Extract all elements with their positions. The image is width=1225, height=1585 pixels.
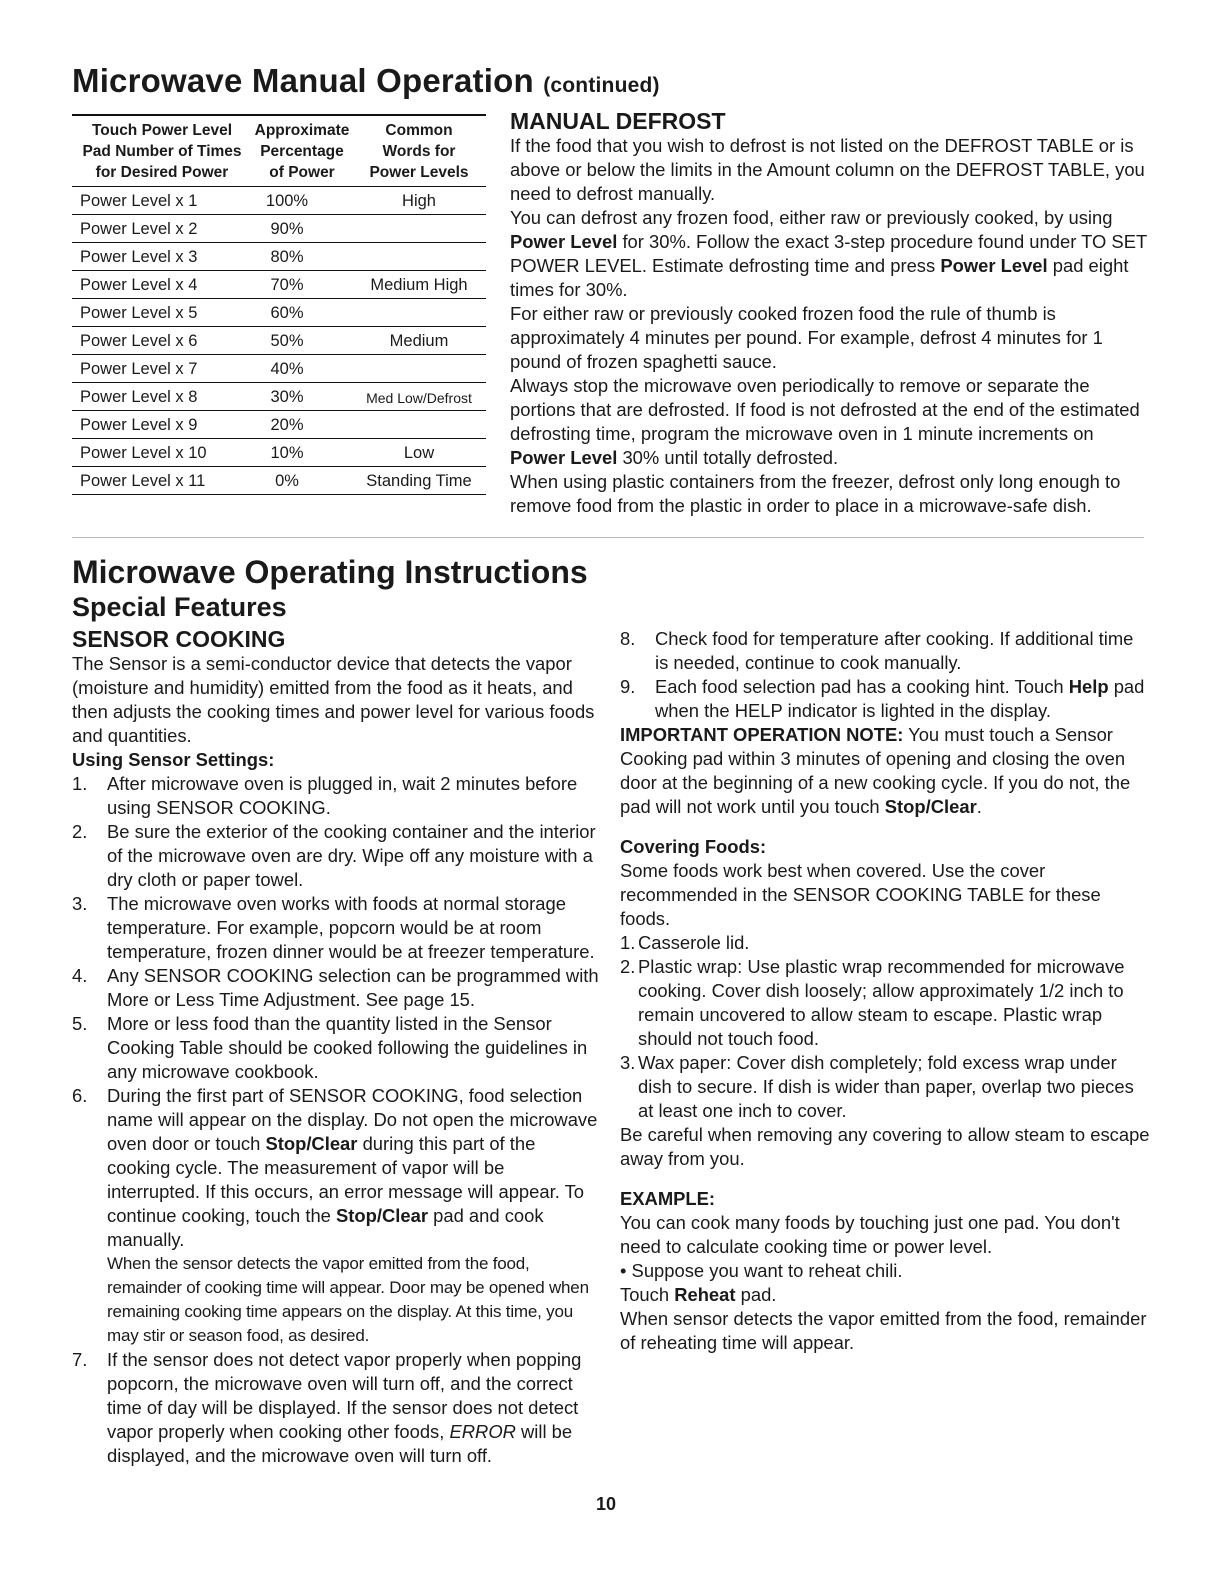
table-cell: Power Level x 9 (72, 411, 252, 439)
list-item: 2. Be sure the exterior of the cooking container and the interior of the microwave oven are dry. Wipe off any moisture with a dry cloth or paper towel. (72, 821, 596, 890)
table-cell: 20% (252, 411, 352, 439)
paragraph: Some foods work best when covered. Use the cover recommended in the SENSOR COOKING TABLE for these foods. (620, 860, 1101, 929)
table-row (72, 439, 486, 467)
table-cell: Standing Time (352, 467, 486, 495)
manual-defrost-heading: MANUAL DEFROST (510, 108, 726, 134)
spacer (620, 819, 1150, 835)
table-header-cell: Touch Power Level Pad Number of Times for Desired Power (72, 115, 252, 187)
list-item: 4. Any SENSOR COOKING selection can be programmed with More or Less Time Adjustment. See page 15. (72, 965, 599, 1010)
step-note: When the sensor detects the vapor emitted from the food, remainder of cooking time will appear. Door may be opened when remaining cooking time appears on the display. At this time, you may stir or season food, as desired. (107, 1254, 589, 1345)
table-cell: Medium High (352, 271, 486, 299)
important-note: IMPORTANT OPERATION NOTE: You must touch a Sensor Cooking pad within 3 minutes of opening and closing the oven door at the beginning of a new cooking cycle. If you do not, the pad will not work until you touch Stop/Clear. (620, 724, 1131, 817)
table-cell: 80% (252, 243, 352, 271)
page-title (72, 62, 660, 100)
section-title: Microwave Operating Instructions (72, 554, 588, 590)
table-cell: Power Level x 7 (72, 355, 252, 383)
table-header-row (72, 115, 486, 187)
table-cell: Power Level x 8 (72, 383, 252, 411)
table-row (72, 299, 486, 327)
sensor-steps-list-continued (620, 627, 1150, 723)
table-cell: 70% (252, 271, 352, 299)
sensor-cooking-left-column (72, 626, 602, 1468)
covering-foods-heading: Covering Foods: (620, 836, 767, 857)
paragraph: Touch Reheat pad. (620, 1284, 777, 1305)
section-divider (72, 537, 1144, 538)
paragraph: The Sensor is a semi-conductor device that detects the vapor (moisture and humidity) emitted from the food as it heats, and then adjusts the cooking times and power level for various foods and quantities. (72, 653, 595, 746)
table-row (72, 215, 486, 243)
list-item: 1. After microwave oven is plugged in, wait 2 minutes before using SENSOR COOKING. (72, 773, 578, 818)
table-cell: Med Low/Defrost (352, 383, 486, 411)
table-row (72, 327, 486, 355)
list-item: 5. More or less food than the quantity listed in the Sensor Cooking Table should be cooked following the guidelines in any microwave cookbook. (72, 1013, 588, 1082)
power-level-table (72, 114, 486, 495)
sensor-cooking-right-column (620, 627, 1150, 1355)
manual-defrost-section (510, 108, 1150, 518)
table-cell (352, 215, 486, 243)
sensor-cooking-heading: SENSOR COOKING (72, 626, 286, 652)
table-row (72, 467, 486, 495)
table-cell: 50% (252, 327, 352, 355)
table-cell: 60% (252, 299, 352, 327)
list-item: 8. Check food for temperature after cooking. If additional time is needed, continue to cook manually. (620, 628, 1134, 673)
paragraph: You can cook many foods by touching just one pad. You don't need to calculate cooking time or power level. (620, 1212, 1120, 1257)
using-sensor-heading: Using Sensor Settings: (72, 749, 275, 770)
page-title-text: Microwave Manual Operation (72, 62, 534, 99)
covering-list (620, 931, 1150, 1123)
paragraph: Always stop the microwave oven periodically to remove or separate the portions that are defrosted. If food is not defrosted at the end of the estimated defrosting time, program the microwave oven in 1 minute increments on Power Level 30% until totally defrosted. (510, 375, 1140, 468)
table-cell (352, 355, 486, 383)
list-item: 7. If the sensor does not detect vapor properly when popping popcorn, the microwave oven will turn off, and the correct time of day will be displayed. If the sensor does not detect vapor properly when cooking other foods, ERROR will be displayed, and the microwave oven will turn off. (72, 1349, 582, 1466)
table-cell: High (352, 187, 486, 215)
table-cell: 10% (252, 439, 352, 467)
sensor-steps-list (72, 772, 602, 1468)
table-cell: Power Level x 1 (72, 187, 252, 215)
table-header-cell: Approximate Percentage of Power (252, 115, 352, 187)
table-row (72, 383, 486, 411)
table-row (72, 187, 486, 215)
paragraph: Be careful when removing any covering to allow steam to escape away from you. (620, 1124, 1150, 1169)
paragraph: When sensor detects the vapor emitted from the food, remainder of reheating time will appear. (620, 1308, 1147, 1353)
table-cell: Low (352, 439, 486, 467)
paragraph: For either raw or previously cooked frozen food the rule of thumb is approximately 4 minutes per pound. For example, defrost 4 minutes for 1 pound of frozen spaghetti sauce. (510, 303, 1103, 372)
table-cell: Power Level x 4 (72, 271, 252, 299)
table-cell: 100% (252, 187, 352, 215)
table-cell (352, 243, 486, 271)
example-heading: EXAMPLE: (620, 1188, 716, 1209)
list-item: 1. Casserole lid. (620, 932, 750, 953)
table-cell: 0% (252, 467, 352, 495)
table-row (72, 271, 486, 299)
table-cell (352, 299, 486, 327)
table-cell: Power Level x 10 (72, 439, 252, 467)
table-cell: 40% (252, 355, 352, 383)
table-cell: 90% (252, 215, 352, 243)
power-level-table-body (72, 187, 486, 495)
list-item: 3. The microwave oven works with foods at normal storage temperature. For example, popcorn would be at room temperature, frozen dinner would be at freezer temperature. (72, 893, 595, 962)
section-subtitle: Special Features (72, 592, 287, 622)
table-row (72, 243, 486, 271)
table-cell: Power Level x 2 (72, 215, 252, 243)
list-item: 2. Plastic wrap: Use plastic wrap recommended for microwave cooking. Cover dish loosely; allow approximately 1/2 inch to remain uncovered to allow steam to escape. Plastic wrap should not touch food. (620, 956, 1125, 1049)
table-cell: Power Level x 11 (72, 467, 252, 495)
list-item: 9. Each food selection pad has a cooking hint. Touch Help pad when the HELP indicator is lighted in the display. (620, 676, 1145, 721)
table-cell: Power Level x 3 (72, 243, 252, 271)
example-bullet: • Suppose you want to reheat chili. (620, 1260, 903, 1281)
table-row (72, 355, 486, 383)
list-item: 6. During the first part of SENSOR COOKING, food selection name will appear on the display. Do not open the microwave oven door or touch Stop/Clear during this part of the cooking cycle. The measurement of vapor will be interrupted. If this occurs, an error message will appear. To continue cooking, touch the Stop/Clear pad and cook manually. When the sensor detects the vapor emitted from the food, remainder of cooking time will appear. Door may be opened when remaining cooking time appears on the display. At this time, you may stir or season food, as desired. (72, 1084, 602, 1348)
table-header-cell: Common Words for Power Levels (352, 115, 486, 187)
list-item: 3. Wax paper: Cover dish completely; fold excess wrap under dish to secure. If dish is wider than paper, overlap two pieces at least one inch to cover. (620, 1052, 1134, 1121)
paragraph: When using plastic containers from the freezer, defrost only long enough to remove food from the plastic in order to place in a microwave-safe dish. (510, 471, 1121, 516)
page-title-suffix: (continued) (543, 74, 660, 97)
table-cell: Power Level x 6 (72, 327, 252, 355)
important-note-label: IMPORTANT OPERATION NOTE: (620, 724, 904, 745)
spacer (620, 1171, 1150, 1187)
table-cell: 30% (252, 383, 352, 411)
table-cell: Medium (352, 327, 486, 355)
table-row (72, 411, 486, 439)
table-cell: Power Level x 5 (72, 299, 252, 327)
paragraph: If the food that you wish to defrost is not listed on the DEFROST TABLE or is above or below the limits in the Amount column on the DEFROST TABLE, you need to defrost manually. (510, 135, 1145, 204)
table-cell (352, 411, 486, 439)
paragraph: You can defrost any frozen food, either raw or previously cooked, by using Power Level for 30%. Follow the exact 3-step procedure found under TO SET POWER LEVEL. Estimate defrosting time and press Power Level pad eight times for 30%. (510, 207, 1147, 300)
page-number: 10 (596, 1494, 617, 1514)
